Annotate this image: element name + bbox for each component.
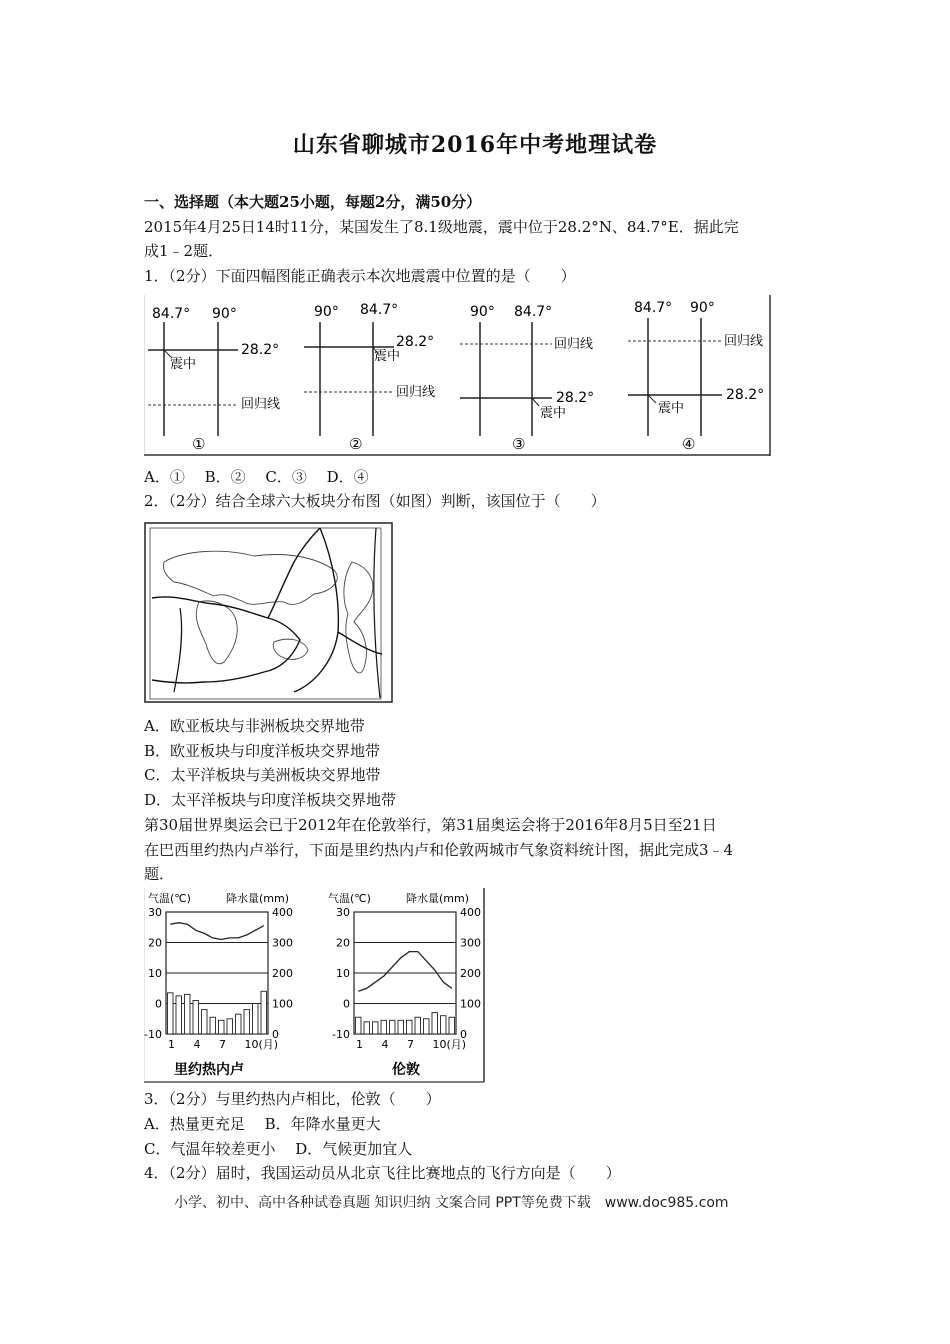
precip-bar bbox=[449, 1017, 455, 1034]
diagram-number: ③ bbox=[512, 435, 526, 453]
climate-charts bbox=[144, 888, 486, 1084]
temp-tick-label: -10 bbox=[332, 1028, 350, 1041]
lon-label: 90° bbox=[470, 304, 495, 320]
precip-bar bbox=[219, 1020, 225, 1034]
rio-caption: 里约热内卢 bbox=[174, 1062, 244, 1078]
precip-bar bbox=[168, 993, 174, 1034]
precip-bar bbox=[415, 1017, 421, 1034]
precip-bar bbox=[407, 1020, 413, 1034]
precip-tick-label: 200 bbox=[460, 967, 481, 980]
temperature-line bbox=[170, 923, 263, 940]
question-2-option: D．太平洋板块与印度洋板块交界地带 bbox=[144, 791, 397, 809]
precip-bar bbox=[390, 1020, 396, 1034]
question-1-options: A．① B．② C．③ D．④ bbox=[144, 468, 369, 486]
lat-label: 28.2° bbox=[241, 342, 280, 358]
temp-tick-label: 0 bbox=[155, 997, 162, 1011]
precip-bar bbox=[261, 991, 267, 1034]
lon-label: 90° bbox=[212, 306, 237, 322]
london-chart bbox=[328, 891, 481, 1078]
lon-label: 84.7° bbox=[514, 304, 553, 320]
diagram-number: ② bbox=[349, 435, 363, 453]
intro-text-line: 在巴西里约热内卢举行，下面是里约热内卢和伦敦两城市气象资料统计图，据此完成3﹣4 bbox=[144, 841, 734, 859]
question-3-options: C．气温年较差更小 D．气候更加宜人 bbox=[144, 1140, 413, 1158]
temperature-line bbox=[358, 952, 452, 992]
month-tick-label: 10(月) bbox=[432, 1038, 467, 1051]
month-tick-label: 10(月) bbox=[244, 1038, 279, 1051]
question-2-stem: 2．（2分）结合全球六大板块分布图（如图）判断，该国位于（ ） bbox=[144, 492, 606, 510]
tropic-label: 回归线 bbox=[554, 337, 594, 352]
precip-bar bbox=[373, 1022, 379, 1034]
epicenter-label: 震中 bbox=[540, 406, 567, 421]
temp-tick-label: 0 bbox=[343, 997, 350, 1011]
rio-chart bbox=[144, 891, 293, 1078]
precip-tick-label: 400 bbox=[272, 906, 293, 919]
lon-label: 90° bbox=[314, 304, 339, 320]
london-caption: 伦敦 bbox=[392, 1062, 420, 1078]
temp-tick-label: -10 bbox=[144, 1028, 162, 1041]
section-heading: 一、选择题（本大题25小题，每题2分，满50分） bbox=[144, 193, 482, 211]
precip-tick-label: 400 bbox=[460, 906, 481, 919]
precip-bar bbox=[244, 1010, 250, 1034]
precip-bar bbox=[176, 996, 182, 1034]
precip-bar bbox=[432, 1013, 438, 1034]
q1-figure bbox=[144, 294, 774, 458]
question-4-stem: 4．（2分）届时，我国运动员从北京飞往比赛地点的飞行方向是（ ） bbox=[144, 1164, 621, 1182]
lat-label: 28.2° bbox=[726, 387, 765, 403]
precip-tick-label: 100 bbox=[272, 997, 293, 1011]
precip-bar bbox=[441, 1016, 447, 1034]
intro-text-line: 成1﹣2题． bbox=[144, 242, 224, 260]
month-tick-label: 7 bbox=[219, 1038, 226, 1051]
precip-bar bbox=[227, 1019, 233, 1034]
question-3-options: A．热量更充足 B．年降水量更大 bbox=[144, 1115, 381, 1133]
precip-tick-label: 100 bbox=[460, 997, 481, 1011]
precip-bar bbox=[236, 1014, 242, 1034]
temp-axis-label: 气温(℃) bbox=[148, 892, 191, 905]
precip-tick-label: 0 bbox=[272, 1028, 279, 1041]
temp-tick-label: 10 bbox=[336, 967, 350, 980]
precip-tick-label: 300 bbox=[460, 936, 481, 950]
intro-text-line: 题． bbox=[144, 865, 175, 883]
precip-bar bbox=[381, 1020, 387, 1034]
plate-map bbox=[144, 522, 394, 704]
question-3-stem: 3．（2分）与里约热内卢相比，伦敦（ ） bbox=[144, 1090, 441, 1108]
lat-label: 28.2° bbox=[556, 390, 595, 406]
question-1-stem: 1．（2分）下面四幅图能正确表示本次地震震中位置的是（ ） bbox=[144, 267, 576, 285]
temp-axis-label: 气温(℃) bbox=[328, 892, 371, 905]
diagram-1 bbox=[148, 306, 280, 453]
temp-tick-label: 20 bbox=[148, 936, 162, 950]
temp-tick-label: 10 bbox=[148, 967, 162, 980]
tropic-label: 回归线 bbox=[396, 385, 436, 400]
precip-bar bbox=[253, 1004, 259, 1035]
epicenter-label: 震中 bbox=[658, 401, 685, 416]
precip-bar bbox=[364, 1022, 370, 1034]
tropic-label: 回归线 bbox=[724, 334, 764, 349]
precip-axis-label: 降水量(mm) bbox=[226, 892, 290, 905]
precip-bar bbox=[356, 1017, 362, 1034]
precip-bar bbox=[210, 1017, 216, 1034]
diagram-number: ① bbox=[192, 435, 206, 453]
lon-label: 90° bbox=[690, 300, 715, 316]
month-tick-label: 1 bbox=[356, 1038, 363, 1051]
temp-tick-label: 30 bbox=[336, 906, 350, 919]
month-tick-label: 4 bbox=[193, 1038, 201, 1051]
lon-label: 84.7° bbox=[360, 302, 399, 318]
month-tick-label: 4 bbox=[381, 1038, 389, 1051]
diagram-2 bbox=[304, 302, 435, 453]
intro-text-line: 第30届世界奥运会已于2012年在伦敦举行，第31届奥运会将于2016年8月5日至21日 bbox=[144, 816, 717, 834]
temp-tick-label: 20 bbox=[336, 936, 350, 950]
question-2-option: A．欧亚板块与非洲板块交界地带 bbox=[144, 717, 365, 735]
temp-tick-label: 30 bbox=[148, 906, 162, 919]
precip-bar bbox=[193, 1000, 199, 1034]
precip-axis-label: 降水量(mm) bbox=[406, 892, 470, 905]
question-2-option: B．欧亚板块与印度洋板块交界地带 bbox=[144, 742, 381, 760]
footer-text: 小学、初中、高中各种试卷真题 知识归纳 文案合同 PPT等免费下载 www.doc985.com bbox=[174, 1195, 729, 1211]
lon-label: 84.7° bbox=[152, 306, 191, 322]
diagram-number: ④ bbox=[682, 435, 696, 453]
diagram-3 bbox=[460, 304, 594, 453]
lon-label: 84.7° bbox=[634, 300, 673, 316]
question-2-option: C．太平洋板块与美洲板块交界地带 bbox=[144, 766, 381, 784]
precip-bar bbox=[202, 1010, 208, 1034]
tropic-label: 回归线 bbox=[241, 397, 281, 412]
precip-tick-label: 0 bbox=[460, 1028, 467, 1041]
month-tick-label: 7 bbox=[407, 1038, 414, 1051]
diagram-4 bbox=[628, 300, 764, 453]
page-title: 山东省聊城市2016年中考地理试卷 bbox=[292, 132, 658, 158]
precip-bar bbox=[185, 994, 191, 1034]
precip-tick-label: 300 bbox=[272, 936, 293, 950]
lat-label: 28.2° bbox=[396, 334, 435, 350]
precip-bar bbox=[424, 1019, 430, 1034]
epicenter-label: 震中 bbox=[170, 357, 197, 372]
precip-tick-label: 200 bbox=[272, 967, 293, 980]
month-tick-label: 1 bbox=[168, 1038, 175, 1051]
intro-text-line: 2015年4月25日14时11分，某国发生了8.1级地震，震中位于28.2°N、84.7°E．据此完 bbox=[144, 218, 739, 236]
precip-bar bbox=[398, 1020, 404, 1034]
epicenter-label: 震中 bbox=[374, 349, 401, 364]
